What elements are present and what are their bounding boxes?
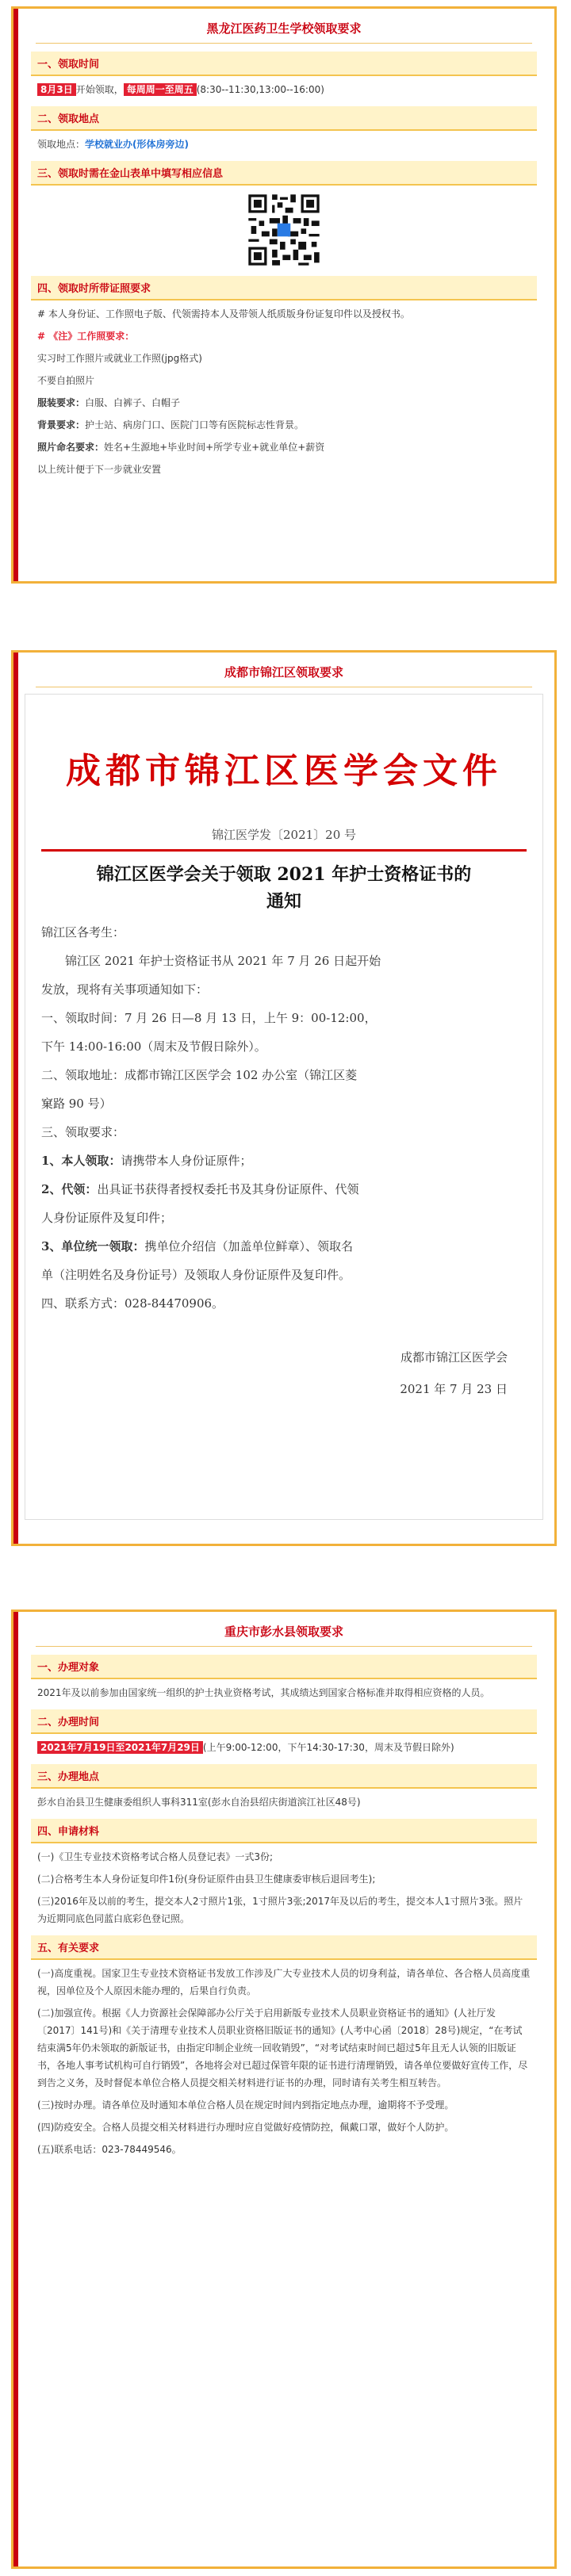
- item-address-2: 窠路 90 号）: [41, 1097, 112, 1111]
- item-time: 一、领取时间：7 月 26 日—8 月 13 日，上午 9：00-12:00，: [41, 1011, 377, 1025]
- signature-org: 成都市锦江区医学会: [400, 1350, 508, 1365]
- req-self: [41, 1146, 527, 1175]
- section-heading-requirements: 五、有关要求: [31, 1935, 537, 1960]
- card-title: 黑龙江医药卫生学校领取要求: [36, 20, 532, 44]
- naming-requirement: [37, 438, 531, 456]
- intro-line-2: 发放，现将有关事项通知如下：: [41, 982, 209, 997]
- card-chongqing-pengshui: [11, 1610, 557, 2569]
- greeting: 锦江区各考生：: [41, 925, 125, 940]
- card-title: 成都市锦江区领取要求: [36, 664, 532, 687]
- intro-line: 锦江区 2021 年护士资格证书从 2021 年 7 月 26 日起开始: [65, 954, 381, 968]
- item-requirements: 三、领取要求：: [41, 1125, 125, 1139]
- office-hours: (8:30--11:30,13:00--16:00): [196, 84, 324, 95]
- section-heading-documents: 四、领取时所带证照要求: [31, 276, 537, 300]
- no-selfie: 不要自拍照片: [37, 375, 95, 386]
- material-3: (三)2016年及以前的考生，提交本人2寸照片1张，1寸照片3张;2017年及以后的考生，提交本人1寸照片3张。照片为近期同底色同蓝白底彩色登记照。: [37, 1896, 523, 1924]
- card-chengdu-jinjiang: [11, 650, 557, 1546]
- naming-value: 姓名+生源地+毕业时间+所学专业+就业单位+薪资: [104, 442, 325, 453]
- req-self-text: 请携带本人身份证原件；: [121, 1154, 252, 1168]
- closing-note: 以上统计便于下一步就业安置: [37, 464, 162, 475]
- material-2: (二)合格考生本人身份证复印件1份(身份证原件由县卫生健康委审核后退回考生);: [37, 1874, 376, 1885]
- req-proxy-label: 2、代领：: [41, 1182, 98, 1196]
- background-value: 护士站、病房门口、医院门口等有医院标志性背景。: [85, 419, 305, 431]
- req-unit-label: 3、单位统一领取：: [41, 1239, 145, 1254]
- signature-date: 2021 年 7 月 23 日: [400, 1382, 508, 1396]
- location-value: 学校就业办(形体房旁边): [85, 139, 189, 150]
- office-hours: (上午9:00-12:00，下午14:30-17:30，周末及节假日除外): [202, 1742, 454, 1753]
- item-address: 二、领取地址：成都市锦江区医学会 102 办公室（锦江区菱: [41, 1068, 358, 1082]
- card-heilongjiang: [11, 6, 557, 584]
- background-requirement: [37, 416, 531, 434]
- requirement-4: (四)防疫安全。合格人员提交相关材料进行办理时应自觉做好疫情防控，佩戴口罩，做好个人防护。: [37, 2122, 454, 2133]
- req-proxy-text: 出具证书获得者授权委托书及其身份证原件、代领: [97, 1182, 359, 1196]
- section-heading-eligibility: 一、办理对象: [31, 1655, 537, 1679]
- processing-time: [37, 1739, 531, 1756]
- qr-code-icon[interactable]: [246, 192, 322, 268]
- attire-label: 服装要求：: [37, 397, 86, 408]
- req-proxy-2: 人身份证原件及复印件；: [41, 1211, 173, 1225]
- document-number: 锦江医学发〔2021〕20 号: [211, 828, 357, 842]
- photo-format: 实习时工作照片或就业工作照(jpg格式): [37, 353, 202, 364]
- document-masthead: 成都市锦江区医学会文件: [66, 751, 502, 791]
- start-date-highlight: 8月3日: [37, 83, 76, 96]
- pickup-location: [37, 136, 531, 153]
- attire-value: 白服、白裤子、白帽子: [85, 397, 181, 408]
- naming-label: 照片命名要求：: [37, 442, 105, 453]
- background-label: 背景要求：: [37, 419, 86, 431]
- location-label: 领取地点：: [37, 139, 86, 150]
- document-title: [25, 852, 542, 918]
- card-accent-bar: [13, 9, 18, 581]
- contact: 四、联系方式：028-84470906。: [41, 1296, 224, 1311]
- card-accent-bar: [13, 653, 18, 1544]
- weekdays-highlight: 每周周一至周五: [124, 83, 197, 96]
- section-heading-time: 一、领取时间: [31, 52, 537, 76]
- section-heading-location: 二、领取地点: [31, 106, 537, 131]
- item-time-2: 下午 14:00-16:00（周末及节假日除外）。: [41, 1039, 266, 1054]
- card-accent-bar: [13, 1612, 18, 2566]
- eligibility-text: 2021年及以前参加由国家统一组织的护士执业资格考试，其成绩达到国家合格标准并取得相应资格的人员。: [37, 1687, 490, 1698]
- photo-note-heading: # 《注》工作照要求：: [37, 331, 135, 342]
- card-title: 重庆市彭水县领取要求: [36, 1623, 532, 1647]
- spacer: [25, 1318, 542, 1342]
- requirement-1: (一)高度重视。国家卫生专业技术资格证书发放工作涉及广大专业技术人员的切身利益，请各单位、各合格人员高度重视，因单位及个人原因未能办理的，后果自行负责。: [37, 1968, 531, 1996]
- notice-document-image: [25, 694, 543, 1520]
- start-text: 开始领取，: [75, 84, 124, 95]
- req-proxy: [41, 1175, 527, 1204]
- document-title-line2: 通知: [266, 891, 301, 912]
- section-heading-materials: 四、申请材料: [31, 1819, 537, 1843]
- location-text: 彭水自治县卫生健康委组织人事科311室(彭水自治县绍庆街道滨江社区48号): [37, 1797, 361, 1808]
- date-range-highlight: 2021年7月19日至2021年7月29日: [37, 1741, 203, 1754]
- document-title-line1: 锦江区医学会关于领取 2021 年护士资格证书的: [96, 864, 472, 885]
- requirement-3: (三)按时办理。请各单位及时通知本单位合格人员在规定时间内到指定地点办理，逾期将不予受理。: [37, 2099, 454, 2111]
- section-heading-form: 三、领取时需在金山表单中填写相应信息: [31, 161, 537, 186]
- requirement-5: (五)联系电话：023-78449546。: [37, 2144, 182, 2155]
- attire-requirement: [37, 394, 531, 411]
- section-heading-location: 三、办理地点: [31, 1764, 537, 1789]
- documents-line: # 本人身份证、工作照电子版、代领需持本人及带领人纸质版身份证复印件以及授权书。: [37, 308, 410, 320]
- req-unit: [41, 1232, 527, 1261]
- req-self-label: 1、本人领取：: [41, 1154, 121, 1168]
- pickup-time: [37, 81, 531, 98]
- section-heading-time: 二、办理时间: [31, 1709, 537, 1734]
- req-unit-text: 携单位介绍信（加盖单位鲜章）、领取名: [144, 1239, 353, 1254]
- material-1: (一)《卫生专业技术资格考试合格人员登记表》一式3份;: [37, 1851, 274, 1862]
- req-unit-2: 单（注明姓名及身份证号）及领取人身份证原件及复印件。: [41, 1268, 351, 1282]
- requirement-2: (二)加强宣传。根据《人力资源社会保障部办公厅关于启用新版专业技术人员职业资格证书的通知》(人社厅发〔2017〕141号)和《关于清理专业技术人员职业资格旧版证书的通知》(人考中心函〔2018〕28号)规定，“在考试结束满5年仍未领取的新版证书，由指定印制企业统一回收销毁”，“对考试结束时间已超过5年且无人认领的旧版证书，各地人事考试机构可自行销毁”，各地将会对已超过保管年限的证书进行清理销毁，请各单位要做好宣传工作，尽到告之义务，及时督促本单位合格人员提交相关材料进行证书的办理，同时请有关考生相互转告。: [37, 2008, 528, 2088]
